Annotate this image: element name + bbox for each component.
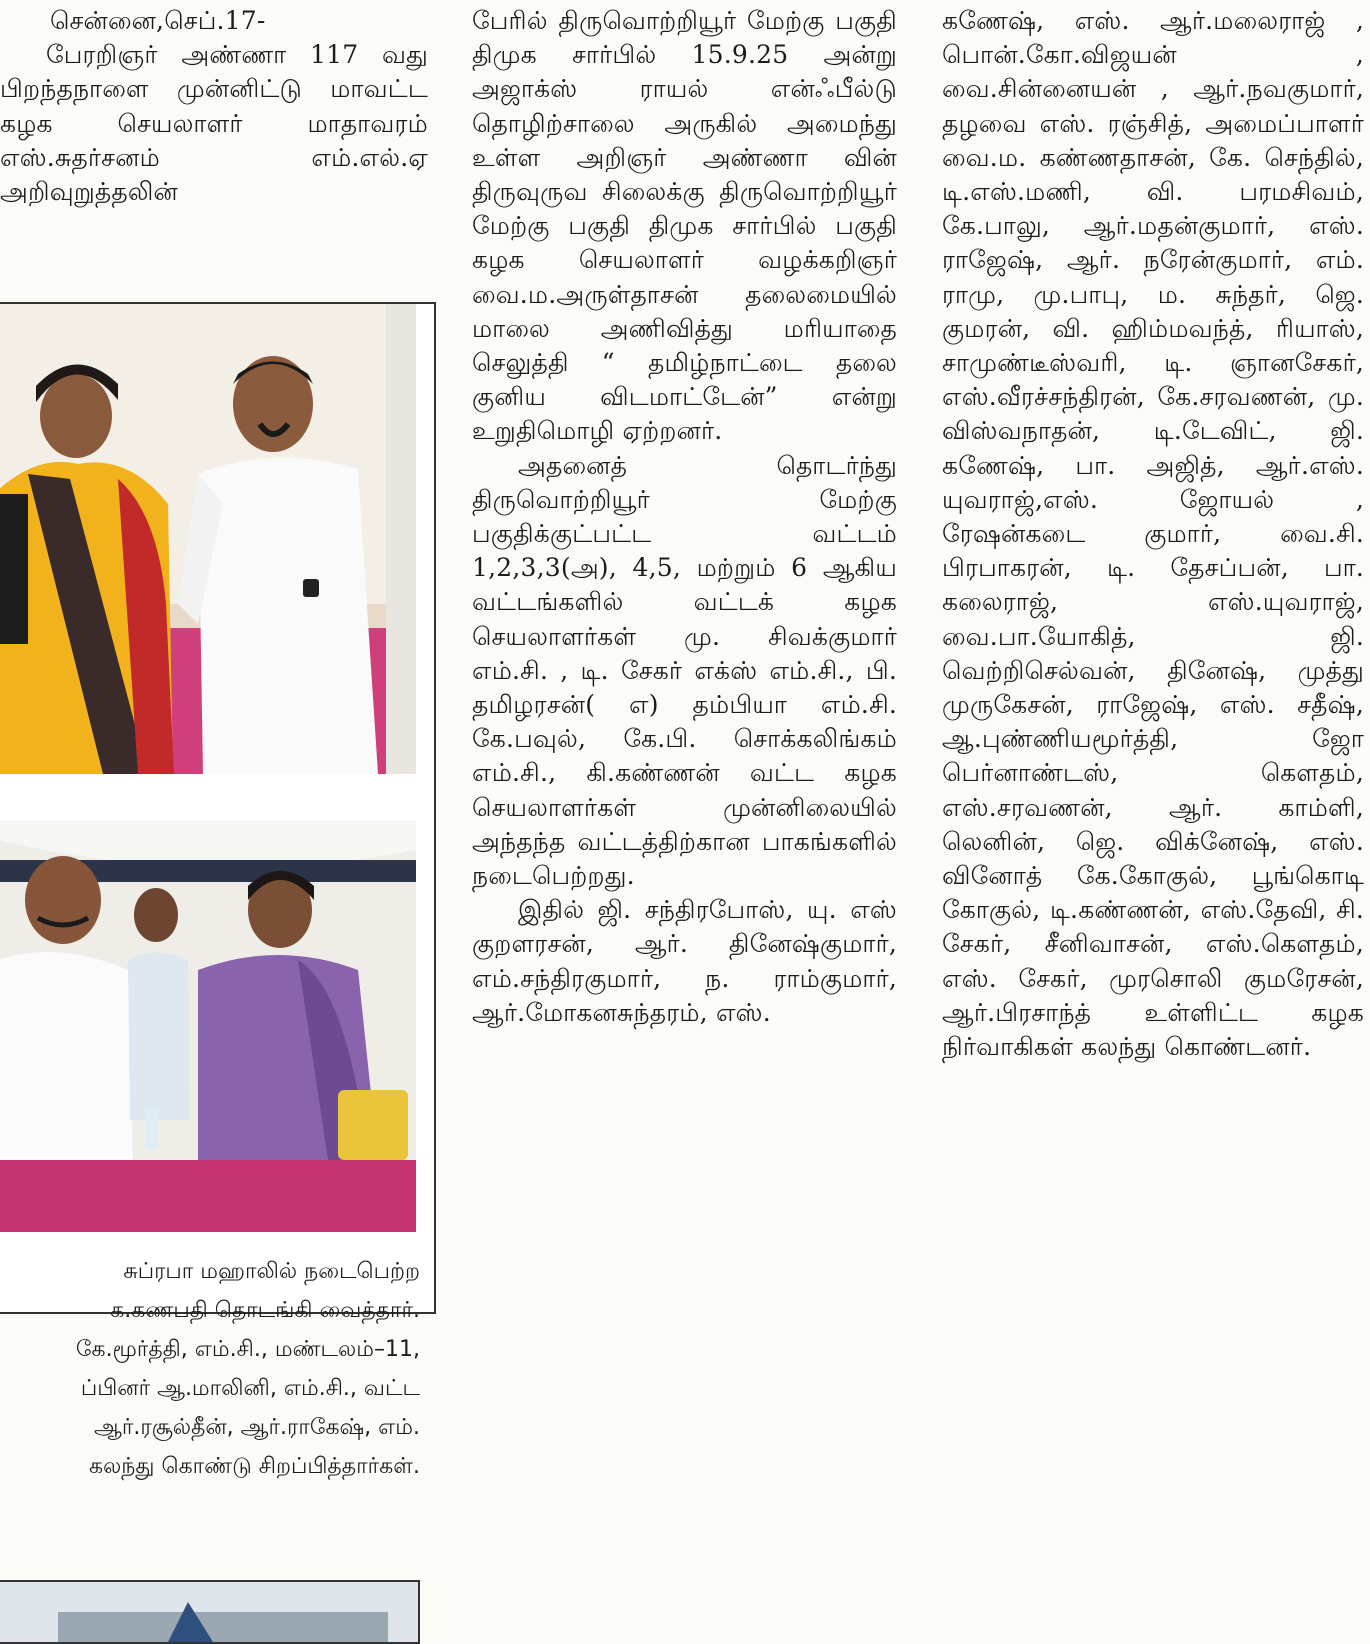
photo-frame <box>0 302 436 1314</box>
paragraph: பேரில் திருவொற்றியூர் மேற்கு பகுதி திமுக சார்பில் 15.9.25 அன்று அஜாக்ஸ் ராயல் என்ஃபீல்டு தொழிற்சாலை அருகில் அமைந்து உள்ள அறிஞர் அண்ணா வின் திருவுருவ சிலைக்கு திருவொற்றியூர் மேற்கு பகுதி திமுக சார்பில் பகுதி கழக செயலாளர் வழக்கறிஞர் வை.ம.அருள்தாசன் தலைமையில் மாலை அணிவித்து மரியாதை செலுத்தி “ தமிழ்நாட்டை தலை குனிய விடமாட்டேன்” என்று உறுதிமொழி ஏற்றனர். <box>472 6 897 446</box>
paragraph: பேரறிஞர் அண்ணா 117 வது பிறந்தநாளை முன்னிட்டு மாவட்ட கழக செயலாளர் மாதாவரம் எஸ்.சுதர்சனம் எம்.எல்.ஏ அறிவுறுத்தலின் <box>0 40 428 207</box>
paragraph: அதனைத் தொடர்ந்து திருவொற்றியூர் மேற்கு பகுதிக்குட்பட்ட வட்டம் 1,2,3,3(அ), 4,5, மற்றும் 6 ஆகிய வட்டங்களில் வட்டக் கழக செயலாளர்கள் மு. சிவக்குமார் எம்.சி. , டி. சேகர் எக்ஸ் எம்.சி., பி. தமிழரசன்( எ) தம்பியா எம்.சி. கே.பவுல், கே.பி. சொக்கலிங்கம் எம்.சி., கி.கண்ணன் வட்ட கழக செயலாளர்கள் முன்னிலையில் அந்தந்த வட்டத்திற்கான பாகங்களில் நடைபெற்றது. <box>472 450 897 891</box>
article-column-1 <box>0 4 428 209</box>
caption-line: க.கணபதி தொடங்கி வைத்தார். <box>110 1298 420 1323</box>
caption-line: கே.மூர்த்தி, எம்.சி., மண்டலம்–11, <box>75 1337 420 1362</box>
paragraph: கணேஷ், எஸ். ஆர்.மலைராஜ் , பொன்.கோ.விஜயன் , வை.சின்னையன் , ஆர்.நவகுமார், தழவை எஸ். ரஞ்சித், அமைப்பாளர் வை.ம. கண்ணதாசன், கே. செந்தில், டி.எஸ்.மணி, வி. பரமசிவம், கே.பாலு, ஆர்.மதன்குமார், எஸ். ராஜேஷ், ஆர். நரேன்குமார், எம். ராமு, மு.பாபு, ம. சுந்தர், ஜெ. குமரன், வி. ஹிம்மவந்த், ரியாஸ், சாமுண்டீஸ்வரி, டி. ஞானசேகர், எஸ்.வீரச்சந்திரன், கே.சரவணன், மு. விஸ்வநாதன், டி.டேவிட், ஜி. கணேஷ், பா. அஜித், ஆர்.எஸ். யுவராஜ்,எஸ். ஜோயல் , ரேஷன்கடை குமார், வை.சி. பிரபாகரன், டி. தேசப்பன், பா. கலைராஜ், எஸ்.யுவராஜ், வை.பா.யோகித், ஜி. வெற்றிசெல்வன், தினேஷ், முத்து முருகேசன், ராஜேஷ், எஸ். சதீஷ், ஆ.புண்ணியமூர்த்தி, ஜோ பெர்னாண்டஸ், கௌதம், எஸ்.சரவணன், ஆர். காம்ளி, லெனின், ஜெ. விக்னேஷ், எஸ். வினோத் கே.கோகுல், பூங்கொடி கோகுல், டி.கண்ணன், எஸ்.தேவி, சி. சேகர், சீனிவாசன், எஸ்.கௌதம், எஸ். சேகர், முரசொலி குமரேசன், ஆர்.பிரசாந்த் உள்ளிட்ட கழக நிர்வாகிகள் கலந்து கொண்டனர். <box>942 6 1364 1062</box>
paragraph: இதில் ஜி. சந்திரபோஸ், யு. எஸ் குறளரசன், ஆர். தினேஷ்குமார், எம்.சந்திரகுமார், ந. ராம்குமார், ஆர்.மோகனசுந்தரம், எஸ். <box>472 895 897 1027</box>
event-photo-top <box>0 304 416 774</box>
article-column-3 <box>942 4 1364 1064</box>
article-column-2 <box>472 4 897 1030</box>
photo-caption <box>0 1252 420 1486</box>
caption-line: கலந்து கொண்டு சிறப்பித்தார்கள். <box>88 1454 420 1479</box>
event-photo-bottom <box>0 820 416 1232</box>
caption-line: சுப்ரபா மஹாலில் நடைபெற்ற <box>123 1259 420 1284</box>
caption-line: ப்பினர் ஆ.மாலினி, எம்.சி., வட்ட <box>80 1376 420 1401</box>
caption-line: ஆர்.ரசூல்தீன், ஆர்.ராகேஷ், எம். <box>94 1415 420 1440</box>
dateline: சென்னை,செப்.17- <box>50 6 266 35</box>
next-photo-frame <box>0 1580 420 1644</box>
